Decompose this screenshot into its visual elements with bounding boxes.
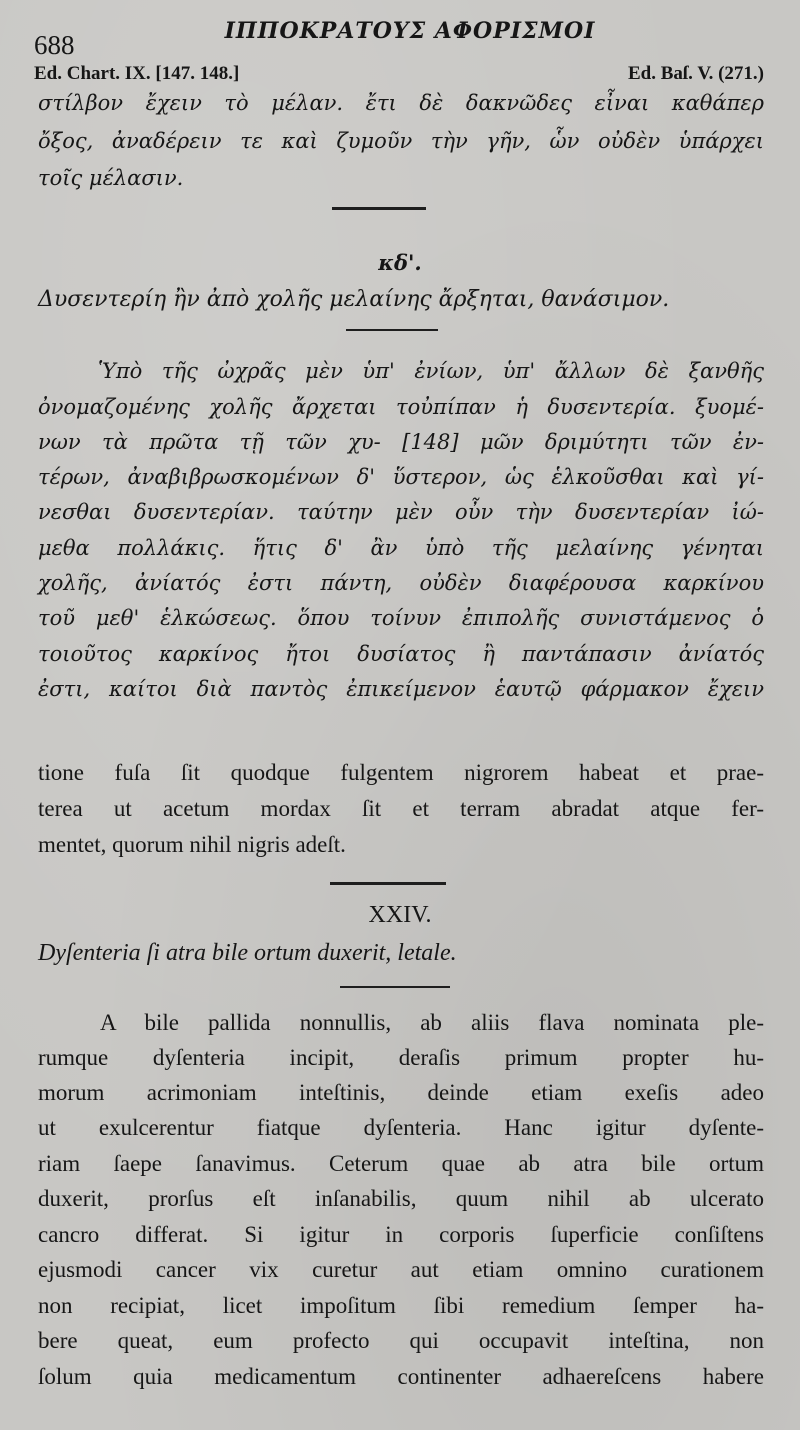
greek-continuation-line: στίλβον ἔχειν τὸ μέλαν. ἔτι δὲ δακνῶδες εἶναι καθάπερ: [38, 91, 764, 115]
greek-continuation-line: ὄξος, ἀναδέρειν τε καὶ ζυμοῦν τὴν γῆν, ὧν οὐδὲν ὑπάρχει: [38, 129, 764, 153]
edition-reference-right: Ed. Baſ. V. (271.): [627, 63, 764, 84]
latin-continuation-line: tione fuſa ſit quodque fulgentem nigrorem habeat et prae-: [38, 760, 764, 785]
latin-commentary-line: non recipiat, licet impoſitum ſibi remedium ſemper ha-: [38, 1293, 764, 1318]
section-divider: [340, 986, 450, 988]
greek-commentary-line: ὀνομαζομένης χολῆς ἄρχεται τοὐπίπαν ἡ δυσεντερία. ξυομέ-: [38, 395, 764, 419]
greek-aphorism-text: Δυσεντερίη ἢν ἀπὸ χολῆς μελαίνης ἄρξηται, θανάσιμον.: [38, 287, 670, 312]
latin-commentary-line: morum acrimoniam inteſtinis, deinde etiam exeſis adeo: [38, 1080, 764, 1105]
latin-commentary-line: riam ſaepe ſanavimus. Ceterum quae ab atra bile ortum: [38, 1151, 764, 1176]
latin-commentary-line: rumque dyſenteria incipit, deraſis primum propter hu-: [38, 1045, 764, 1070]
section-divider: [332, 207, 426, 210]
greek-continuation-line: τοῖς μέλασιν.: [38, 166, 184, 190]
latin-aphorism-number: XXIV.: [368, 902, 432, 928]
latin-commentary-line: ſolum quia medicamentum continenter adhaereſcens habere: [38, 1364, 764, 1389]
edition-reference-left: Ed. Chart. IX. [147. 148.]: [34, 63, 240, 84]
section-divider: [330, 882, 446, 885]
latin-aphorism-text: Dyſenteria ſi atra bile ortum duxerit, letale.: [38, 940, 457, 966]
greek-commentary-line: χολῆς, ἀνίατός ἐστι πάντη, οὐδὲν διαφέρουσα καρκίνου: [38, 571, 764, 595]
latin-continuation-line: terea ut acetum mordax ſit et terram abradat atque fer-: [38, 796, 764, 821]
greek-commentary-line: νων τὰ πρῶτα τῇ τῶν χυ- [148] μῶν δριμύτητι τῶν ἐν-: [38, 430, 764, 454]
greek-commentary-line: τοιοῦτος καρκίνος ἤτοι δυσίατος ἢ παντάπασιν ἀνίατός: [38, 642, 764, 666]
greek-commentary-line: τέρων, ἀναβιβρωσκομένων δ' ὕστερον, ὡς ἑλκοῦσθαι καὶ γί-: [38, 465, 764, 489]
greek-commentary-line: νεσθαι δυσεντερίαν. ταύτην μὲν οὖν τὴν δυσεντερίαν ἰώ-: [38, 500, 764, 524]
latin-continuation-line: mentet, quorum nihil nigris adeſt.: [38, 832, 346, 857]
latin-commentary-line: bere queat, eum profecto qui occupavit inteſtina, non: [38, 1328, 764, 1353]
latin-commentary-line: cancro differat. Si igitur in corporis ſuperficie conſiſtens: [38, 1222, 764, 1247]
section-divider: [346, 329, 438, 331]
running-head: ΙΠΠΟΚΡΑΤΟΥΣ ΑΦΟΡΙΣΜΟΙ: [224, 18, 596, 44]
greek-commentary-line: τοῦ μεθ' ἑλκώσεως. ὅπου τοίνυν ἐπιπολῆς συνιστάμενος ὁ: [38, 606, 764, 630]
page-number: 688: [34, 30, 75, 60]
greek-aphorism-number: κδ'.: [378, 250, 422, 275]
latin-commentary-line: duxerit, prorſus eſt inſanabilis, quum nihil ab ulcerato: [38, 1186, 764, 1211]
latin-commentary-line: A bile pallida nonnullis, ab aliis flava nominata ple-: [100, 1010, 764, 1035]
greek-commentary-line: ἐστι, καίτοι διὰ παντὸς ἐπικείμενον ἑαυτῷ φάρμακον ἔχειν: [38, 677, 764, 701]
latin-commentary-line: ejusmodi cancer vix curetur aut etiam omnino curationem: [38, 1257, 764, 1282]
greek-commentary-line: μεθα πολλάκις. ἥτις δ' ἂν ὑπὸ τῆς μελαίνης γένηται: [38, 536, 764, 560]
greek-commentary-line: Ὑπὸ τῆς ὠχρᾶς μὲν ὑπ' ἐνίων, ὑπ' ἄλλων δὲ ξανθῆς: [98, 359, 764, 383]
latin-commentary-line: ut exulcerentur fiatque dyſenteria. Hanc igitur dyſente-: [38, 1115, 764, 1140]
